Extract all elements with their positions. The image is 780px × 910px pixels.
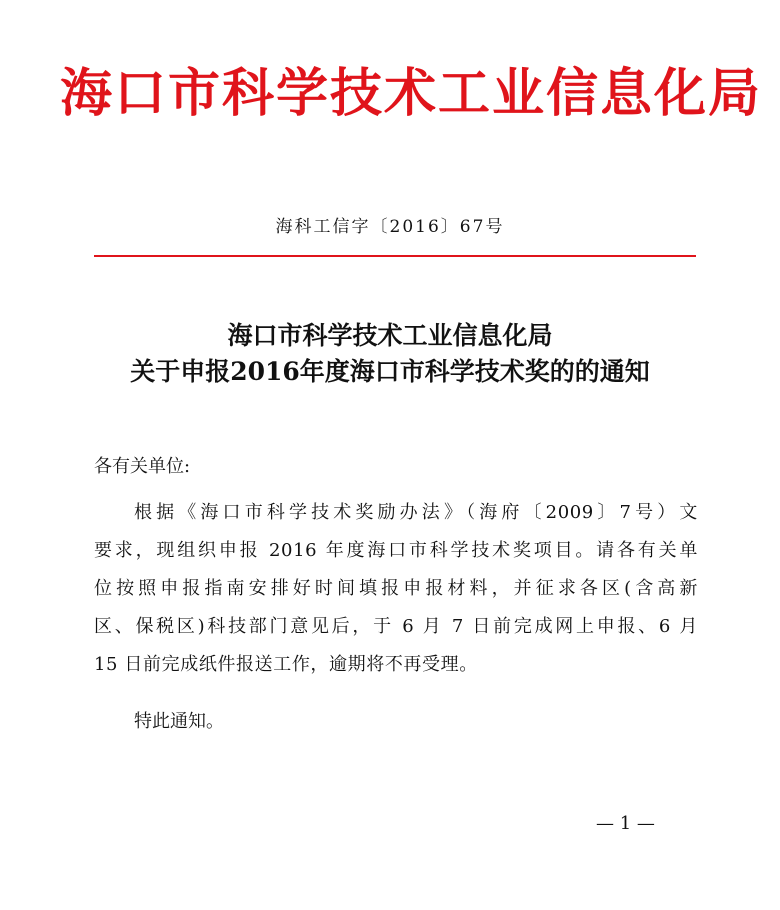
title-line-2: 关于申报2016年度海口市科学技术奖的的通知 xyxy=(130,357,650,386)
red-divider xyxy=(94,255,696,257)
salutation: 各有关单位: xyxy=(94,456,191,477)
page-number: — 1 — xyxy=(596,813,655,834)
body-line-5: 15 日前完成纸件报送工作，逾期将不再受理。 xyxy=(94,654,478,675)
body-line-1: 根据《海口市科学技术奖励办法》（海府〔2009〕7号）文 xyxy=(134,502,698,523)
document-number: 海科工信字〔2016〕67号 xyxy=(275,217,505,237)
closing-remark: 特此通知。 xyxy=(134,711,224,732)
org-header: 海口市科学技术工业信息化局 xyxy=(60,63,763,124)
notice-title xyxy=(0,318,780,390)
body-paragraph xyxy=(94,494,698,684)
body-line-4: 区、保税区)科技部门意见后，于 6 月 7 日前完成网上申报、6 月 xyxy=(94,616,698,637)
title-line-1: 海口市科学技术工业信息化局 xyxy=(227,321,553,350)
body-line-3: 位按照申报指南安排好时间填报申报材料，并征求各区(含高新 xyxy=(94,578,698,599)
body-line-2: 要求，现组织申报 2016 年度海口市科学技术奖项目。请各有关单 xyxy=(94,540,698,561)
